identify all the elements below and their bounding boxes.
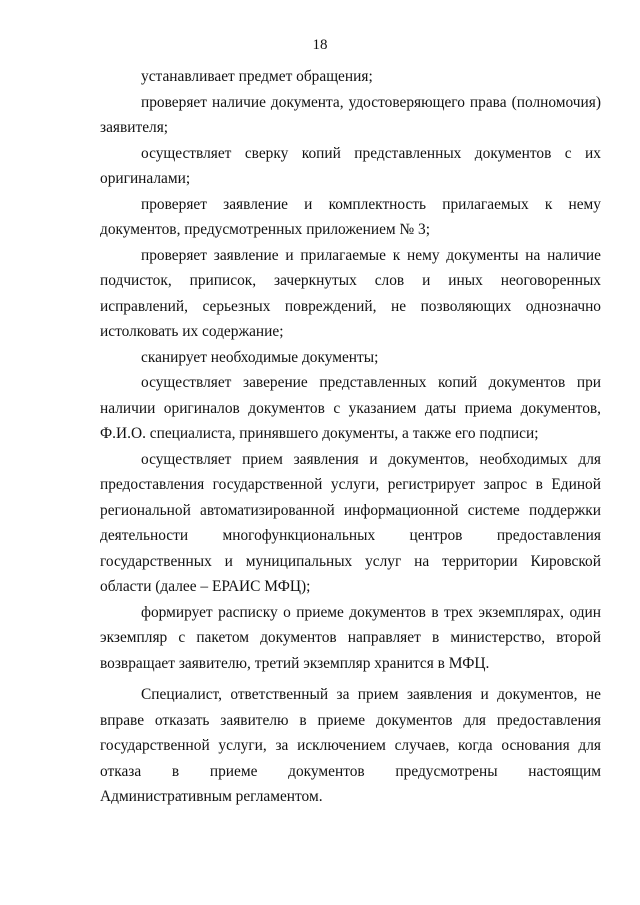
paragraph-8: осуществляет прием заявления и документов, необходимых для предоставления государственной услуги, регистрирует запрос в Единой региональной автоматизированной информационной системе поддержки деятельности многофункциональных центров предоставления государственных и муниципальных услуг на территории Кировской области (далее – ЕРАИС МФЦ); <box>100 450 601 595</box>
page-number: 18 <box>312 37 328 53</box>
paragraph-7: осуществляет заверение представленных копий документов при наличии оригиналов документов с указанием даты приема документов, Ф.И.О. специалиста, принявшего документы, а также его подписи; <box>100 374 601 442</box>
document-body <box>100 64 601 810</box>
paragraph-1: устанавливает предмет обращения; <box>141 68 373 85</box>
paragraph-3: осуществляет сверку копий представленных документов с их оригиналами; <box>100 144 601 187</box>
paragraph-5: проверяет заявление и прилагаемые к нему документы на наличие подчисток, приписок, зачеркнутых слов и иных неоговоренных исправлений, серьезных повреждений, не позволяющих однозначно истолковать их содержание; <box>100 246 601 340</box>
paragraph-6: сканирует необходимые документы; <box>141 348 379 366</box>
paragraph-10: Специалист, ответственный за прием заявления и документов, не вправе отказать заявителю в приеме документов для предоставления государственной услуги, за исключением случаев, когда основания для отказа в приеме документов предусмотрены настоящим Административным регламентом. <box>100 686 601 805</box>
paragraph-4: проверяет заявление и комплектность прилагаемых к нему документов, предусмотренных приложением № 3; <box>100 195 601 238</box>
paragraph-9: формирует расписку о приеме документов в трех экземплярах, один экземпляр с пакетом документов направляет в министерство, второй возвращает заявителю, третий экземпляр хранится в МФЦ. <box>100 603 601 672</box>
paragraph-2: проверяет наличие документа, удостоверяющего права (полномочия) заявителя; <box>100 93 601 136</box>
